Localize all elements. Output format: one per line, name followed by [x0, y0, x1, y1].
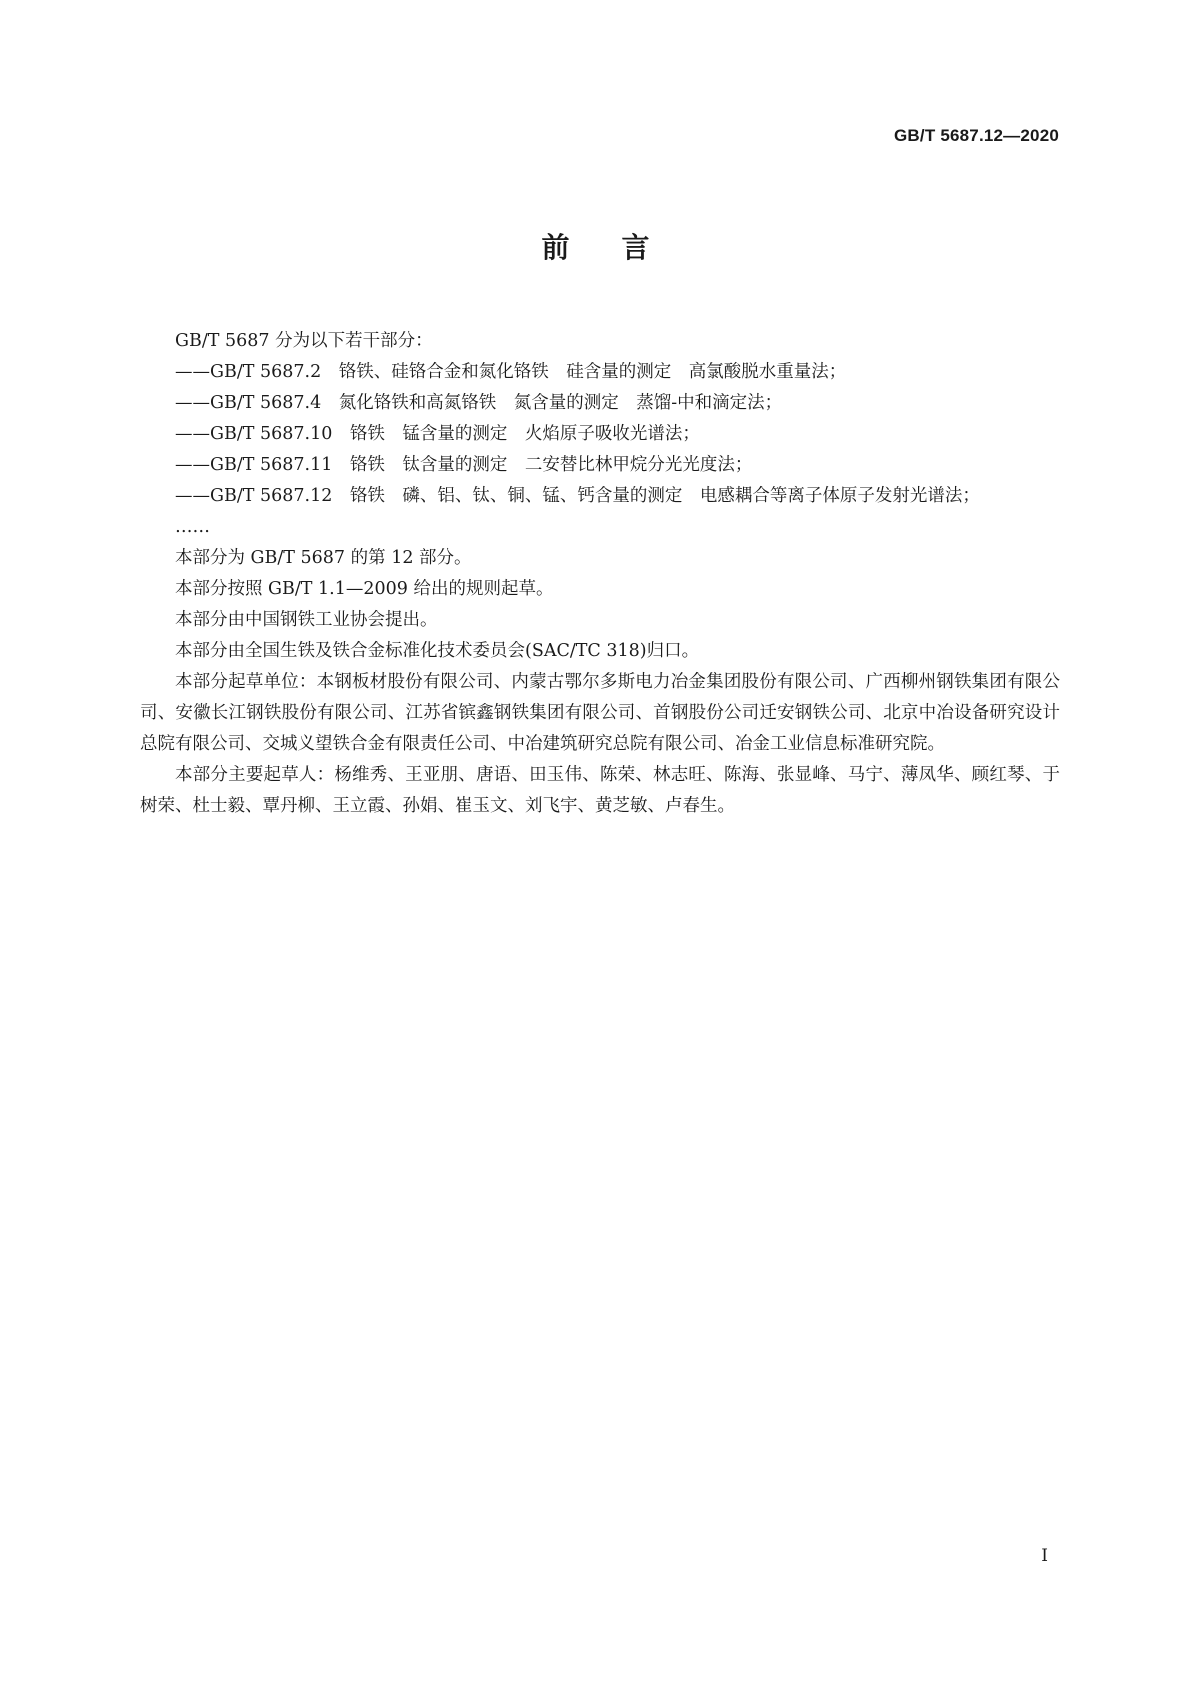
- paragraph-committee: 本部分由全国生铁及铁合金标准化技术委员会(SAC/TC 318)归口。: [175, 641, 700, 661]
- paragraph-drafting-rules: 本部分按照 GB/T 1.1—2009 给出的规则起草。: [175, 579, 554, 599]
- parts-intro: GB/T 5687 分为以下若干部分：: [175, 331, 433, 351]
- foreword-body: [140, 326, 1060, 822]
- part-list-item: ——GB/T 5687.12 铬铁 磷、铝、钛、铜、锰、钙含量的测定 电感耦合等离子体原子发射光谱法；: [175, 486, 980, 506]
- paragraph-drafting-units: 本部分起草单位：本钢板材股份有限公司、内蒙古鄂尔多斯电力冶金集团股份有限公司、广西柳州钢铁集团有限公司、安徽长江钢铁股份有限公司、江苏省镔鑫钢铁集团有限公司、首钢股份公司迁安钢铁公司、北京中冶设备研究设计总院有限公司、交城义望铁合金有限责任公司、中冶建筑研究总院有限公司、冶金工业信息标准研究院。: [140, 672, 1060, 754]
- standard-code-header: GB/T 5687.12—2020: [894, 126, 1059, 145]
- part-list-item: ——GB/T 5687.4 氮化铬铁和高氮铬铁 氮含量的测定 蒸馏-中和滴定法；: [175, 393, 783, 413]
- page-title: 前言: [541, 231, 702, 264]
- part-list-item: ——GB/T 5687.11 铬铁 钛含量的测定 二安替比林甲烷分光光度法；: [175, 455, 753, 475]
- paragraph-drafters: 本部分主要起草人：杨维秀、王亚朋、唐语、田玉伟、陈荣、林志旺、陈海、张显峰、马宁、薄凤华、顾红琴、于树荣、杜士毅、覃丹柳、王立霞、孙娟、崔玉文、刘飞宇、黄芝敏、卢春生。: [140, 765, 1060, 816]
- list-ellipsis: ……: [175, 517, 210, 537]
- part-list-item: ——GB/T 5687.10 铬铁 锰含量的测定 火焰原子吸收光谱法；: [175, 424, 700, 444]
- part-list-item: ——GB/T 5687.2 铬铁、硅铬合金和氮化铬铁 硅含量的测定 高氯酸脱水重量法；: [175, 362, 847, 382]
- page-number: I: [1041, 1546, 1048, 1566]
- paragraph-part-number: 本部分为 GB/T 5687 的第 12 部分。: [175, 548, 472, 568]
- paragraph-proposer: 本部分由中国钢铁工业协会提出。: [175, 610, 438, 630]
